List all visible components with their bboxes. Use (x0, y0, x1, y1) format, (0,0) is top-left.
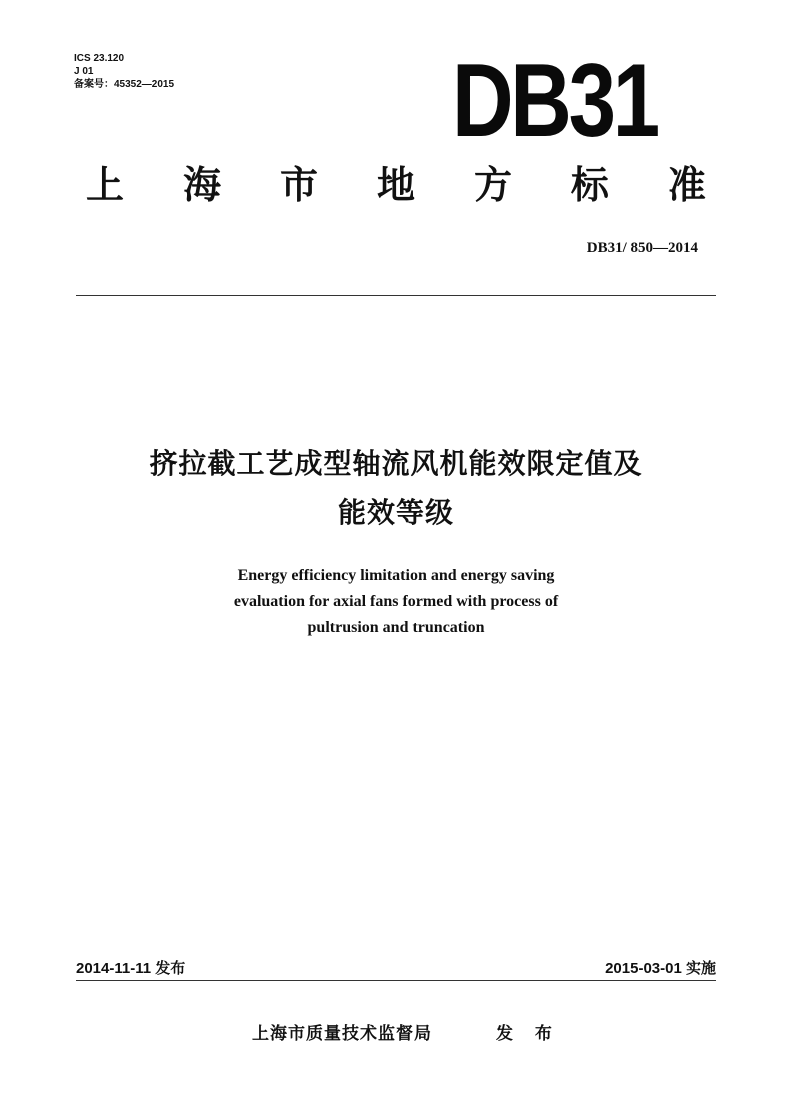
standard-type-char: 地 (376, 163, 415, 207)
english-title-line-3: pultrusion and truncation (307, 619, 485, 636)
standard-type-char: 海 (182, 163, 221, 207)
english-title-line-2: evaluation for axial fans formed with process of (233, 593, 559, 610)
standard-type-char: 标 (570, 163, 609, 207)
english-title-line-1: Energy efficiency limitation and energy saving (237, 567, 555, 584)
chinese-title-line-1: 挤拉截工艺成型轴流风机能效限定值及 (149, 447, 643, 480)
standard-type-char: 上 (86, 163, 125, 207)
header-divider (76, 295, 716, 296)
standard-metadata (74, 52, 174, 91)
issue-date: 2014-11-11 发布 (76, 960, 186, 977)
ics-code: ICS 23.120 (74, 53, 125, 64)
ccs-code: J 01 (74, 66, 94, 77)
standard-type-char: 方 (473, 163, 512, 207)
implementation-date: 2015-03-01 实施 (605, 960, 716, 977)
issuing-authority: 上海市质量技术监督局 (252, 1024, 432, 1044)
standard-type-char: 市 (279, 163, 318, 207)
english-title (0, 563, 792, 641)
standard-type-heading (86, 160, 706, 210)
db31-logo: DB31 (452, 43, 657, 159)
filing-number: 备案号：45352—2015 (74, 79, 175, 90)
issue-label: 发 布 (496, 1024, 560, 1044)
chinese-title-line-2: 能效等级 (337, 496, 454, 529)
footer-divider (76, 980, 716, 981)
standard-type-char: 准 (667, 163, 706, 207)
standard-number: DB31/ 850—2014 (586, 240, 698, 256)
